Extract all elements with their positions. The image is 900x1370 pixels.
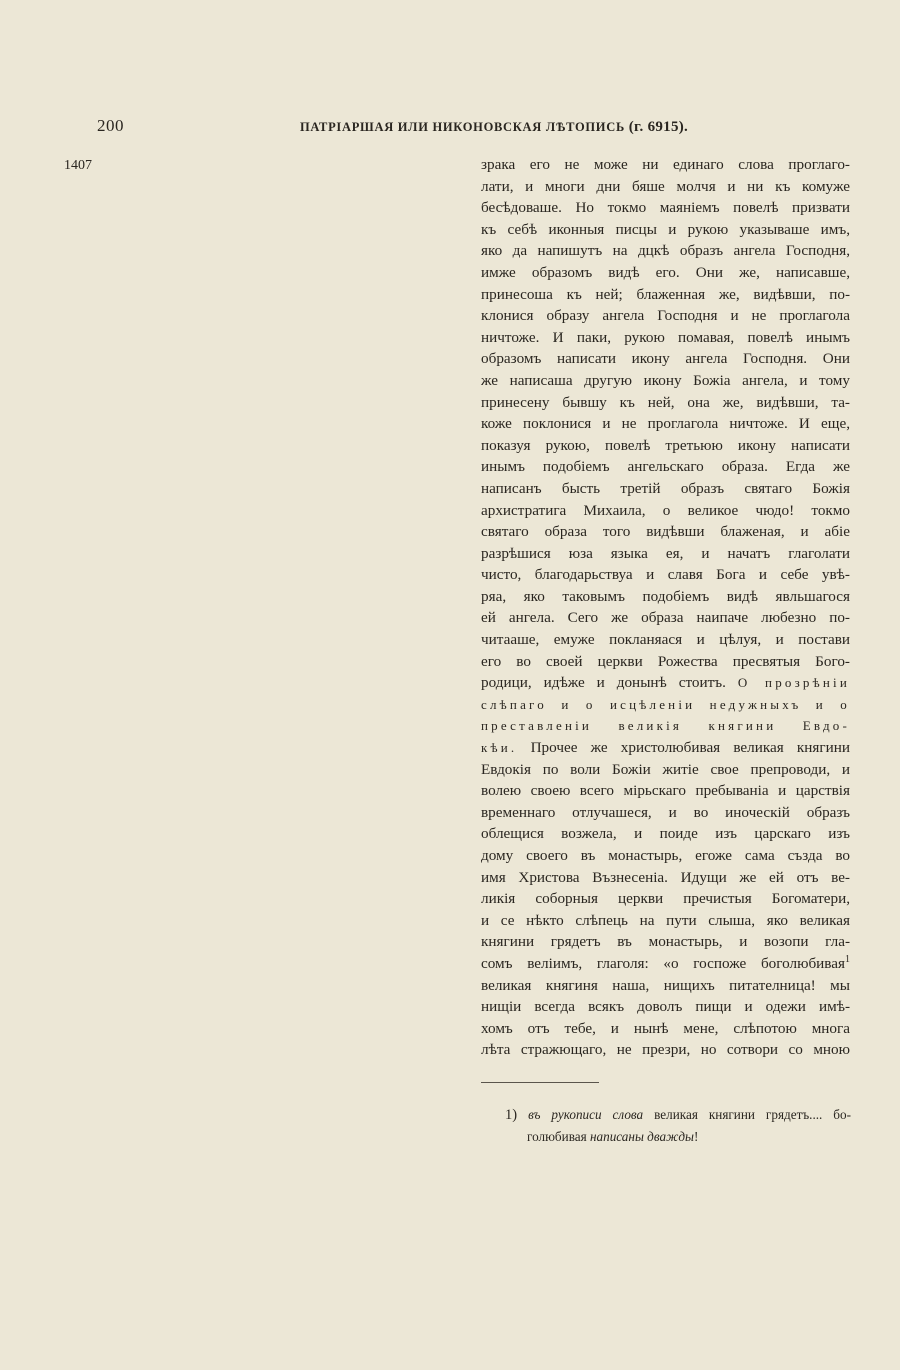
text-line: показуя рукою, повелѣ третьюю икону написати — [481, 436, 850, 454]
text-line: чисто, благодарьствуа и славя Бога и себе увѣ- — [481, 566, 850, 584]
text-line: принесену бывшу къ ней, она же, видѣвши, та- — [481, 393, 850, 411]
section-heading-end: кѣи. — [481, 740, 518, 756]
text-line: имя Христова Възнесеніа. Идущи же ей отъ ве- — [481, 868, 850, 886]
section-heading-line: преставленіи великія княгини Евдо- — [481, 718, 850, 734]
text-line-part: Прочее же христолюбивая великая княгини — [530, 739, 850, 757]
text-line: облещися возжела, и поиде изъ царскаго изъ — [481, 825, 850, 843]
text-line: святаго образа того видѣвши блаженая, и абіе — [481, 523, 850, 541]
text-line: хомъ отъ тебе, и нынѣ мене, слѣпотою многа — [481, 1019, 850, 1037]
text-line: коже поклонися и не проглагола ничтоже. И еще, — [481, 415, 850, 433]
text-line: написанъ бысть третій образъ святаго Божія — [481, 479, 850, 497]
text-line: принесоша къ ней; блаженная же, видѣвши, по- — [481, 285, 850, 303]
text-line: его во своей церкви Рожества пресвятыя Бого- — [481, 652, 850, 670]
text-line: волею своею всего мірьскаго пребываніа и царствія — [481, 782, 850, 800]
footnote-italic: въ рукописи слова — [528, 1107, 644, 1122]
text-line: ей ангела. Сего же образа наипаче любезно по- — [481, 609, 850, 627]
text-line: лѣта стражющаго, не презри, но сотвори со мною — [481, 1041, 850, 1059]
running-year: (г. 6915). — [628, 119, 689, 135]
footnote-italic: написаны дважды — [589, 1129, 694, 1144]
text-line: дому своего въ монастырь, егоже сама създа во — [481, 847, 850, 864]
text-line: и се нѣкто слѣпець на пути слыша, яко великая — [481, 911, 850, 929]
text-line: же написаша другую икону Божіа ангела, и тому — [481, 371, 850, 389]
text-line: бесѣдоваше. Но токмо маяніемъ повелѣ призвати — [481, 199, 850, 217]
text-line: Евдокія по воли Божіи житіе свое препроводи, и — [481, 760, 850, 778]
text-line-part: сомъ веліимъ, глаголя: «о госпоже боголюбивая — [481, 954, 845, 972]
footnote-text: голюбивая — [527, 1129, 587, 1144]
section-heading-line: слѣпаго и о исцѣленіи недужныхъ и о — [481, 696, 850, 712]
footnote-text: великая княгини грядетъ.... бо- — [654, 1107, 851, 1122]
page-number: 200 — [97, 116, 124, 135]
text-line: разрѣшися юза языка ея, и начатъ глаголати — [481, 544, 850, 562]
text-line-with-heading — [481, 672, 850, 694]
text-line: образомъ написати икону ангела Господня. Они — [481, 350, 850, 368]
text-line: княгини грядетъ въ монастырь, и возопи гла- — [481, 933, 850, 951]
footnote-marker: 1) — [505, 1107, 518, 1123]
text-line: ликія соборныя церкви пречистыя Богоматери, — [481, 890, 850, 908]
text-line: инымъ подобіемъ ангельскаго образа. Егда же — [481, 458, 850, 476]
text-line: нищіи всегда всякъ доволъ пищи и одежи имѣ- — [481, 998, 850, 1016]
text-line: клонися образу ангела Господня и не проглагола — [481, 307, 850, 325]
text-line-with-footnote-ref — [481, 953, 850, 975]
footnote — [505, 1104, 851, 1147]
footnote-reference[interactable]: 1 — [845, 953, 850, 965]
text-line: великая княгиня наша, нищихъ питателница! мы — [481, 976, 850, 994]
text-line: читааше, емуже покланяася и цѣлуя, и постави — [481, 631, 850, 649]
text-line: архистратига Михаила, о великое чюдо! токмо — [481, 501, 850, 519]
footnote-line — [505, 1126, 851, 1147]
text-line: ряа, яко таковымъ подобіемъ видѣ явльшагося — [481, 587, 850, 605]
text-line: зрака его не може ни единаго слова проглаго- — [481, 156, 850, 173]
text-line-part: родици, идѣже и донынѣ стоитъ. — [481, 674, 726, 692]
text-line-with-heading-end — [481, 737, 850, 759]
main-text-column — [481, 154, 850, 1061]
running-title: ПАТРІАРШАЯ ИЛИ НИКОНОВСКАЯ ЛѢТОПИСЬ — [300, 120, 625, 134]
text-line: лати, и многи дни бяше молчя и ни къ комуже — [481, 177, 850, 195]
section-heading-start: О прозрѣніи — [737, 675, 850, 691]
text-line: временнаго отлучашеся, и во иноческій образъ — [481, 803, 850, 821]
margin-year: 1407 — [64, 158, 92, 173]
footnote-rule — [481, 1082, 599, 1083]
text-line: ничтоже. И паки, рукою помавая, повелѣ инымъ — [481, 328, 850, 346]
footnote-line — [505, 1104, 851, 1126]
footnote-text: ! — [693, 1129, 699, 1144]
running-head — [300, 119, 688, 136]
text-line: къ себѣ иконныя писцы и рукою указываше имъ, — [481, 220, 850, 238]
text-line: яко да напишутъ на дцкѣ образъ ангела Господня, — [481, 242, 850, 260]
text-line: имже образомъ видѣ его. Они же, написавше, — [481, 263, 850, 281]
